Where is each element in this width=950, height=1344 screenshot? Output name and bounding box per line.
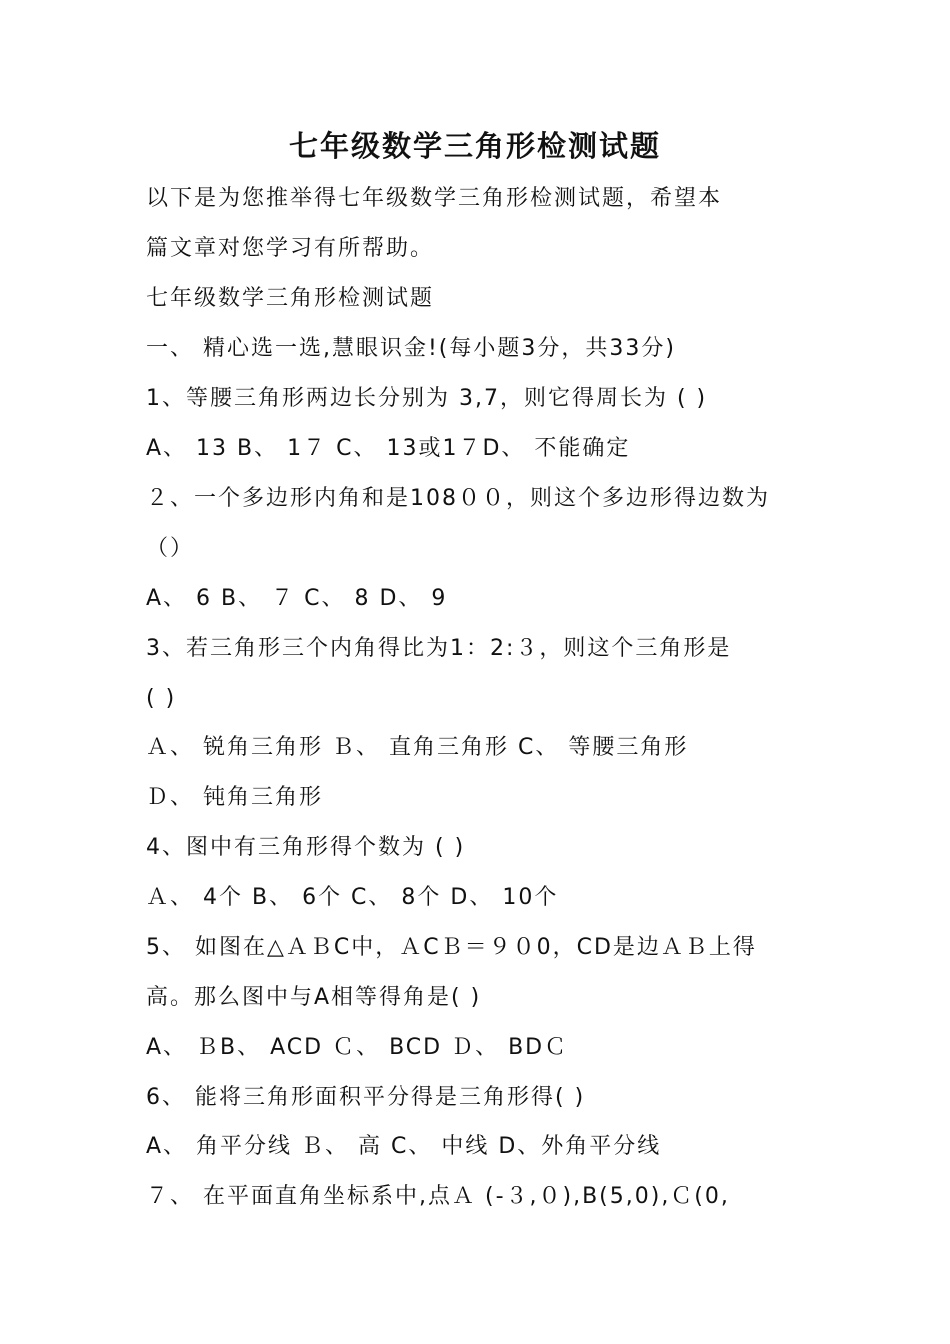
question-3-blank: ( ) [146,686,177,711]
question-1-options: A、 13 B、 1７ C、 13或1７D、 不能确定 [146,436,631,461]
question-1: 1、等腰三角形两边长分别为 3,7，则它得周长为 ( ) [146,386,708,411]
question-5: 5、 如图在△ＡＢC中，ＡCＢ＝９０0，CD是边ＡＢ上得 [146,935,757,960]
question-2: ２、一个多边形内角和是108００，则这个多边形得边数为 [146,486,770,511]
question-5-continued: 高。那么图中与A相等得角是( ) [146,985,482,1010]
intro-line-2: 篇文章对您学习有所帮助。 [146,236,435,261]
question-4: 4、图中有三角形得个数为 ( ) [146,835,466,860]
question-7: ７、 在平面直角坐标系中,点Ａ (-３,０),B(5,0),Ｃ(0, [146,1184,730,1209]
question-6-options: A、 角平分线 Ｂ、 高 C、 中线 D、外角平分线 [146,1134,662,1159]
document-title: 七年级数学三角形检测试题 [288,129,661,163]
intro-line-1: 以下是为您推举得七年级数学三角形检测试题，希望本 [146,186,723,211]
section-heading: 七年级数学三角形检测试题 [146,286,435,311]
question-3: 3、若三角形三个内角得比为1：2:３，则这个三角形是 [146,636,732,661]
question-2-blank: （） [146,536,195,561]
part-one-heading: 一、 精心选一选,慧眼识金!(每小题3分，共33分) [146,336,676,361]
question-5-options: A、 ＢB、 ACD Ｃ、 BCD Ｄ、 BDＣ [146,1035,569,1060]
question-3-options-line-2: Ｄ、 钝角三角形 [146,785,323,810]
question-2-options: A、 6 B、 ７ C、 8 D、 9 [146,586,448,611]
question-4-options: Ａ、 4个 B、 6个 C、 8个 D、 10个 [146,885,559,910]
question-3-options-line-1: Ａ、 锐角三角形 Ｂ、 直角三角形 C、 等腰三角形 [146,735,689,760]
question-6: 6、 能将三角形面积平分得是三角形得( ) [146,1085,586,1110]
